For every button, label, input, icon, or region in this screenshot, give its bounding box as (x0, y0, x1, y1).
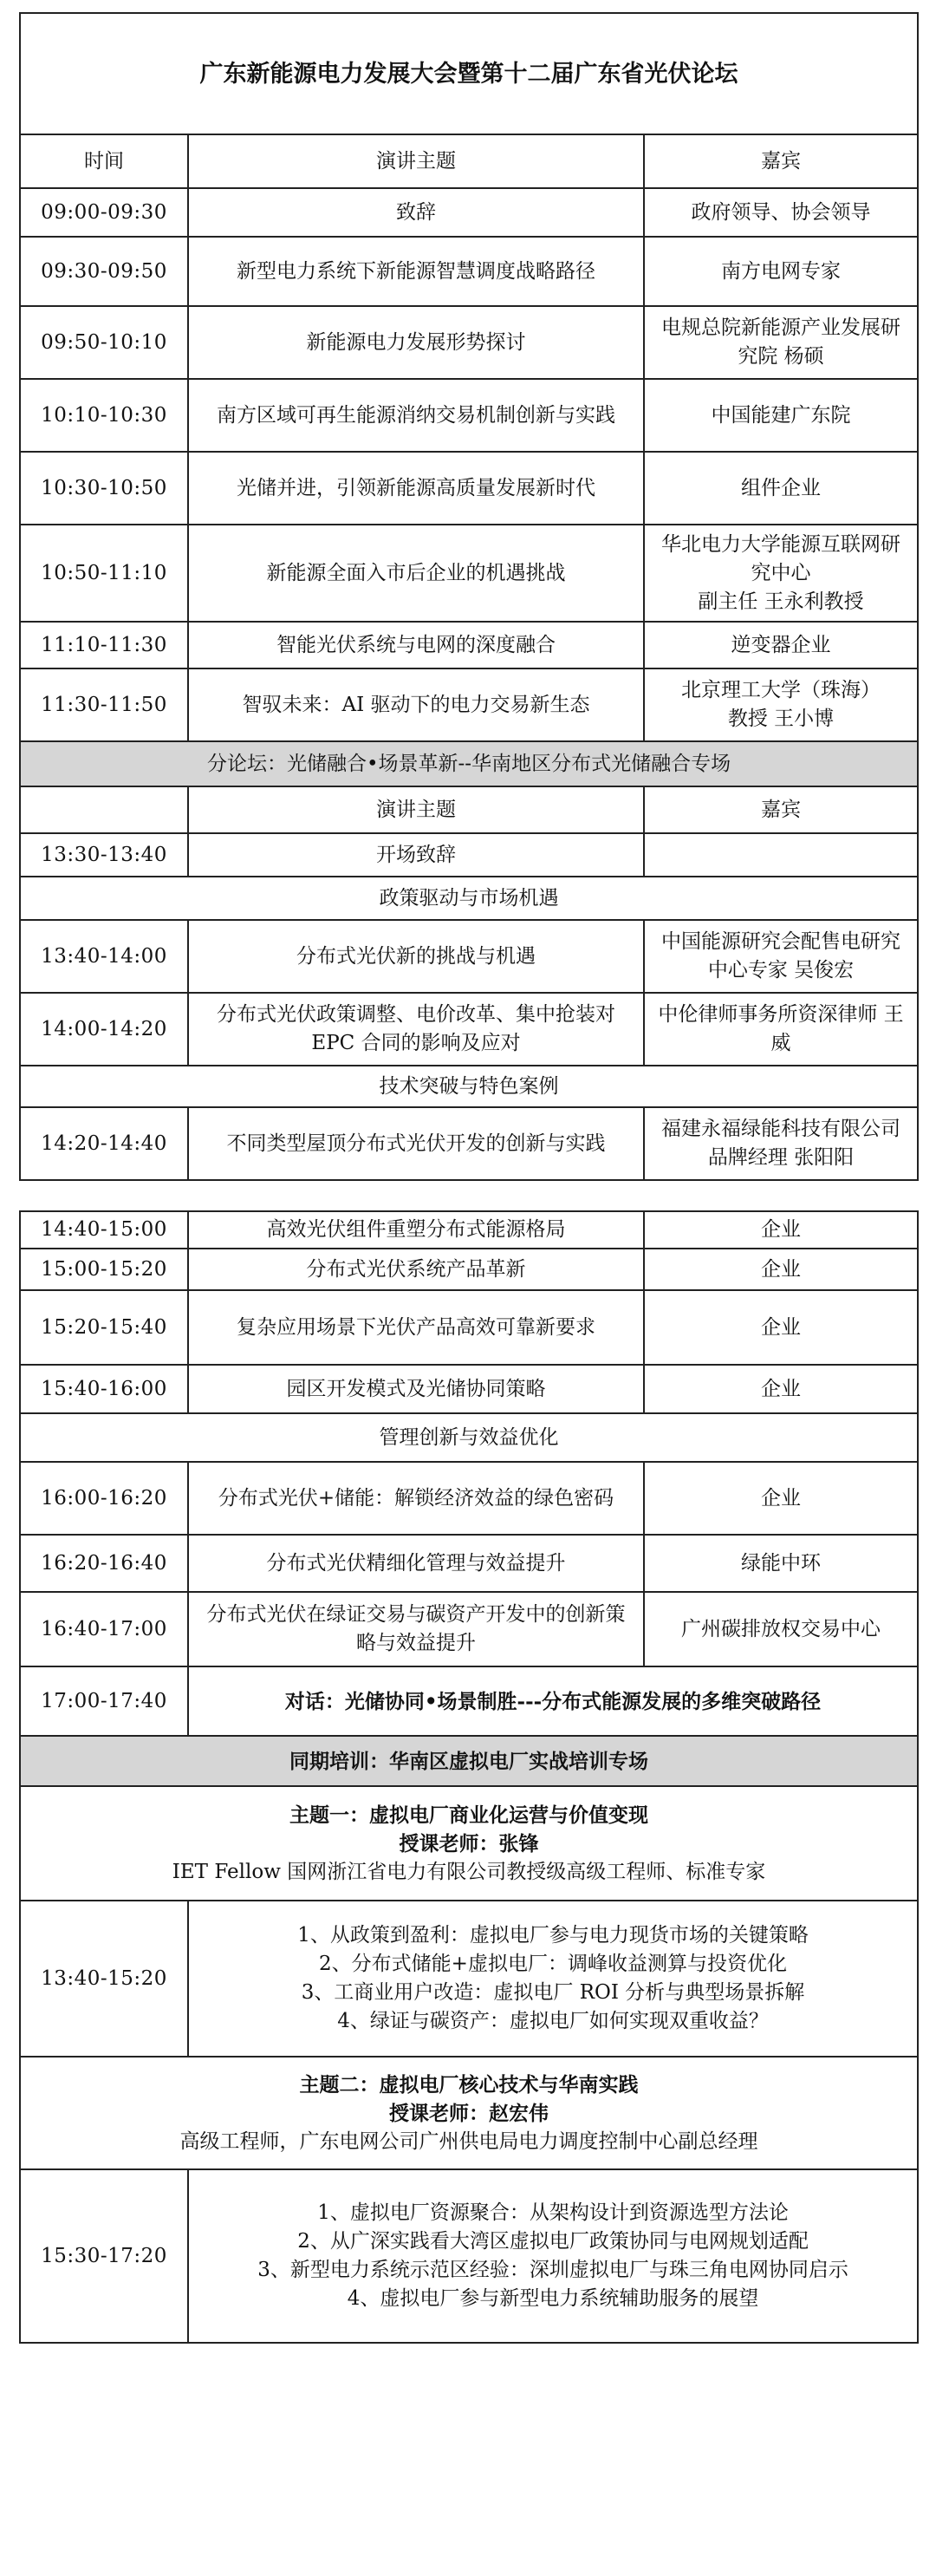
table-row (20, 1249, 918, 1290)
guest-cell: 组件企业 (644, 452, 918, 525)
topic-cell: 南方区域可再生能源消纳交易机制创新与实践 (188, 379, 644, 452)
topic-cell: 分布式光伏+储能：解锁经济效益的绿色密码 (188, 1462, 644, 1535)
topic-cell: 分布式光伏精细化管理与效益提升 (188, 1535, 644, 1592)
table-row (20, 525, 918, 622)
theme-bio: IET Fellow 国网浙江省电力有限公司教授级高级工程师、标准专家 (172, 1860, 766, 1883)
topic-cell: 分布式光伏在绿证交易与碳资产开发中的创新策略与效益提升 (188, 1592, 644, 1666)
header-topic: 演讲主题 (188, 134, 644, 188)
list-item: 1、从政策到盈利：虚拟电厂参与电力现货市场的关键策略 (297, 1924, 809, 1947)
theme-items (188, 1901, 918, 2057)
table-row (20, 1180, 918, 1211)
empty-cell (20, 786, 188, 833)
table-row (20, 1535, 918, 1592)
table-row (20, 833, 918, 877)
guest-cell: 企业 (644, 1290, 918, 1365)
table-row (20, 1786, 918, 1901)
sub-header-guest: 嘉宾 (644, 786, 918, 833)
table-row (20, 1066, 918, 1107)
guest-cell: 中国能建广东院 (644, 379, 918, 452)
table-row (20, 786, 918, 833)
time-cell: 15:20-15:40 (20, 1290, 188, 1365)
table-row (20, 920, 918, 993)
theme-title: 主题一：虚拟电厂商业化运营与价值变现 (289, 1803, 648, 1827)
topic-cell: 不同类型屋顶分布式光伏开发的创新与实践 (188, 1107, 644, 1180)
table-row (20, 622, 918, 668)
time-cell: 13:40-14:00 (20, 920, 188, 993)
time-cell: 10:50-11:10 (20, 525, 188, 622)
time-cell: 10:10-10:30 (20, 379, 188, 452)
topic-cell: 智能光伏系统与电网的深度融合 (188, 622, 644, 668)
theme-bio: 高级工程师，广东电网公司广州供电局电力调度控制中心副总经理 (179, 2129, 758, 2153)
guest-cell: 华北电力大学能源互联网研究中心 副主任 王永利教授 (644, 525, 918, 622)
time-cell: 09:30-09:50 (20, 237, 188, 306)
section-heading: 政策驱动与市场机遇 (20, 877, 918, 920)
time-cell: 14:40-15:00 (20, 1211, 188, 1249)
topic-cell: 开场致辞 (188, 833, 644, 877)
table-row (20, 1901, 918, 2057)
guest-cell: 福建永福绿能科技有限公司品牌经理 张阳阳 (644, 1107, 918, 1180)
spacer (20, 1180, 918, 1211)
table-row (20, 452, 918, 525)
time-cell: 11:10-11:30 (20, 622, 188, 668)
theme-items (188, 2169, 918, 2343)
guest-cell: 北京理工大学（珠海） 教授 王小博 (644, 668, 918, 741)
theme-teacher: 授课老师：张锋 (399, 1831, 539, 1855)
theme-header (20, 2057, 918, 2169)
guest-cell: 电规总院新能源产业发展研究院 杨硕 (644, 306, 918, 379)
time-cell: 13:30-13:40 (20, 833, 188, 877)
table-row (20, 1462, 918, 1535)
training-title: 同期培训：华南区虚拟电厂实战培训专场 (20, 1736, 918, 1786)
guest-cell: 绿能中环 (644, 1535, 918, 1592)
time-cell: 11:30-11:50 (20, 668, 188, 741)
table-row (20, 188, 918, 237)
topic-cell: 智驭未来：AI 驱动下的电力交易新生态 (188, 668, 644, 741)
list-item: 4、虚拟电厂参与新型电力系统辅助服务的展望 (347, 2287, 759, 2310)
topic-cell: 高效光伏组件重塑分布式能源格局 (188, 1211, 644, 1249)
sub-forum-title: 分论坛：光储融合•场景革新--华南地区分布式光储融合专场 (20, 741, 918, 786)
table-row (20, 1413, 918, 1462)
section-heading: 技术突破与特色案例 (20, 1066, 918, 1107)
guest-cell: 政府领导、协会领导 (644, 188, 918, 237)
time-cell: 16:40-17:00 (20, 1592, 188, 1666)
guest-cell: 广州碳排放权交易中心 (644, 1592, 918, 1666)
time-cell: 15:00-15:20 (20, 1249, 188, 1290)
table-row (20, 1107, 918, 1180)
topic-cell: 复杂应用场景下光伏产品高效可靠新要求 (188, 1290, 644, 1365)
time-cell: 14:20-14:40 (20, 1107, 188, 1180)
time-cell: 10:30-10:50 (20, 452, 188, 525)
topic-cell: 分布式光伏政策调整、电价改革、集中抢装对 EPC 合同的影响及应对 (188, 993, 644, 1066)
list-item: 1、虚拟电厂资源聚合：从架构设计到资源选型方法论 (317, 2201, 789, 2224)
topic-cell: 分布式光伏新的挑战与机遇 (188, 920, 644, 993)
guest-cell: 企业 (644, 1211, 918, 1249)
table-row (20, 2057, 918, 2169)
header-guest: 嘉宾 (644, 134, 918, 188)
section-heading: 管理创新与效益优化 (20, 1413, 918, 1462)
guest-cell: 企业 (644, 1249, 918, 1290)
table-row (20, 1666, 918, 1736)
table-row (20, 1290, 918, 1365)
list-item: 4、绿证与碳资产：虚拟电厂如何实现双重收益？ (337, 2010, 769, 2032)
list-item: 2、从广深实践看大湾区虚拟电厂政策协同与电网规划适配 (297, 2230, 809, 2253)
guest-cell: 企业 (644, 1365, 918, 1413)
table-row (20, 306, 918, 379)
sub-header-topic: 演讲主题 (188, 786, 644, 833)
theme-teacher: 授课老师：赵宏伟 (389, 2101, 549, 2125)
table-row (20, 993, 918, 1066)
time-cell: 13:40-15:20 (20, 1901, 188, 2057)
theme-title: 主题二：虚拟电厂核心技术与华南实践 (299, 2072, 639, 2097)
table-row (20, 2169, 918, 2343)
table-row (20, 877, 918, 920)
time-cell: 09:00-09:30 (20, 188, 188, 237)
time-cell: 15:30-17:20 (20, 2169, 188, 2343)
list-item: 2、分布式储能+虚拟电厂：调峰收益测算与投资优化 (319, 1953, 787, 1975)
header-time: 时间 (20, 134, 188, 188)
agenda-table (19, 12, 919, 2344)
guest-cell: 企业 (644, 1462, 918, 1535)
table-row (20, 1592, 918, 1666)
topic-cell: 新能源电力发展形势探讨 (188, 306, 644, 379)
table-row (20, 237, 918, 306)
table-row (20, 668, 918, 741)
theme-header (20, 1786, 918, 1901)
guest-cell: 中国能源研究会配售电研究中心专家 吴俊宏 (644, 920, 918, 993)
topic-cell: 新型电力系统下新能源智慧调度战略路径 (188, 237, 644, 306)
table-row (20, 1365, 918, 1413)
guest-cell (644, 833, 918, 877)
guest-cell: 南方电网专家 (644, 237, 918, 306)
table-row (20, 741, 918, 786)
table-row (20, 1736, 918, 1786)
topic-cell: 新能源全面入市后企业的机遇挑战 (188, 525, 644, 622)
topic-cell: 分布式光伏系统产品革新 (188, 1249, 644, 1290)
time-cell: 16:20-16:40 (20, 1535, 188, 1592)
topic-cell: 园区开发模式及光储协同策略 (188, 1365, 644, 1413)
time-cell: 09:50-10:10 (20, 306, 188, 379)
topic-cell: 致辞 (188, 188, 644, 237)
list-item: 3、工商业用户改造：虚拟电厂 ROI 分析与典型场景拆解 (301, 1981, 805, 2004)
list-item: 3、新型电力系统示范区经验：深圳虚拟电厂与珠三角电网协同启示 (257, 2259, 848, 2281)
time-cell: 14:00-14:20 (20, 993, 188, 1066)
time-cell: 17:00-17:40 (20, 1666, 188, 1736)
page-title: 广东新能源电力发展大会暨第十二届广东省光伏论坛 (20, 13, 918, 134)
time-cell: 15:40-16:00 (20, 1365, 188, 1413)
table-row (20, 379, 918, 452)
guest-cell: 中伦律师事务所资深律师 王威 (644, 993, 918, 1066)
table-row (20, 1211, 918, 1249)
topic-cell: 光储并进，引领新能源高质量发展新时代 (188, 452, 644, 525)
guest-cell: 逆变器企业 (644, 622, 918, 668)
time-cell: 16:00-16:20 (20, 1462, 188, 1535)
dialogue-topic: 对话：光储协同•场景制胜---分布式能源发展的多维突破路径 (188, 1666, 918, 1736)
